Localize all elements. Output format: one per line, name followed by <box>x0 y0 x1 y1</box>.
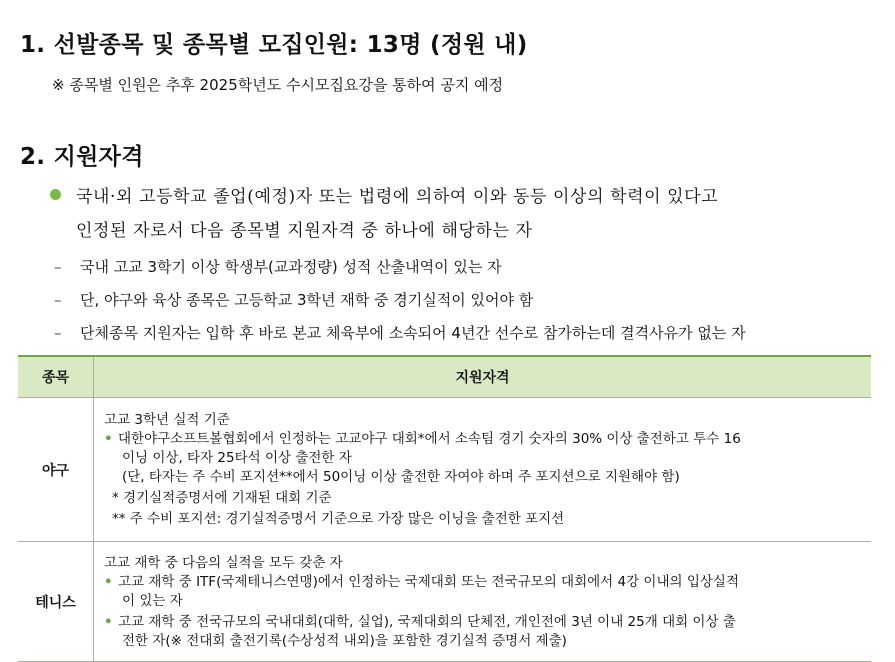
eligibility-dash-item: – 단체종목 지원자는 입학 후 바로 본교 체육부에 소속되어 4년간 선수로 참가하는데 결격사유가 없는 자 <box>54 324 746 342</box>
green-bullet-icon: • <box>104 613 113 630</box>
eligibility-line-2: 인정된 자로서 다음 종목별 지원자격 중 하나에 해당하는 자 <box>76 221 533 241</box>
sport-cell-tennis: 테니스 <box>18 542 94 662</box>
section1-heading: 1. 선발종목 및 종목별 모집인원: 13명 (정원 내) <box>20 32 528 58</box>
table-row <box>18 542 871 662</box>
table-header-row <box>18 356 871 398</box>
dash-icon: – <box>54 324 62 342</box>
header-qualification: 지원자격 <box>94 356 872 398</box>
green-bullet-icon <box>50 189 61 200</box>
qualification-cell-tennis: 고교 재학 중 다음의 실적을 모두 갖춘 자 • 고교 재학 중 ITF(국제테니스연맹)에서 인정하는 국제대회 또는 전국규모의 대회에서 4강 이내의 입상실적 이 있는 자 • 고교 재학 중 전국규모의 국내대회(대학, 실업), 국제대회의 단체전, 개인전에 3년 이내 25개 대회 이상 출 전한 자(※ 전대회 출전기록(수상성적 내외)을 포함한 경기실적 증명서 제출) <box>94 542 872 662</box>
qualification-table <box>18 355 871 662</box>
dash-icon: – <box>54 291 62 309</box>
eligibility-dash-item: – 단, 야구와 육상 종목은 고등학교 3학년 재학 중 경기실적이 있어야 함 <box>54 291 534 309</box>
qualification-cell-baseball: 고교 3학년 실적 기준 • 대한야구소프트볼협회에서 인정하는 고교야구 대회*에서 소속팀 경기 숫자의 30% 이상 출전하고 투수 16 이닝 이상, 타자 25타석 이상 출전한 자 (단, 타자는 주 수비 포지션**에서 50이닝 이상 출전한 자여야 하며 주 포지션으로 지원해야 함) * 경기실적증명서에 기재된 대회 기준 ** 주 수비 포지션: 경기실적증명서 기준으로 가장 많은 이닝을 출전한 포지션 <box>94 398 872 542</box>
dash-icon: – <box>54 258 62 276</box>
header-sport: 종목 <box>18 356 94 398</box>
green-bullet-icon: • <box>104 573 113 590</box>
eligibility-dash-item: – 국내 고교 3학기 이상 학생부(교과정량) 성적 산출내역이 있는 자 <box>54 258 502 276</box>
green-bullet-icon: • <box>104 431 113 447</box>
table-row <box>18 398 871 542</box>
section1-note: ※ 종목별 인원은 추후 2025학년도 수시모집요강을 통하여 공지 예정 <box>52 76 504 94</box>
sport-cell-baseball: 야구 <box>18 398 94 542</box>
section2-heading: 2. 지원자격 <box>20 144 144 170</box>
eligibility-line-1: 국내·외 고등학교 졸업(예정)자 또는 법령에 의하여 이와 동등 이상의 학력이 있다고 <box>76 187 719 207</box>
